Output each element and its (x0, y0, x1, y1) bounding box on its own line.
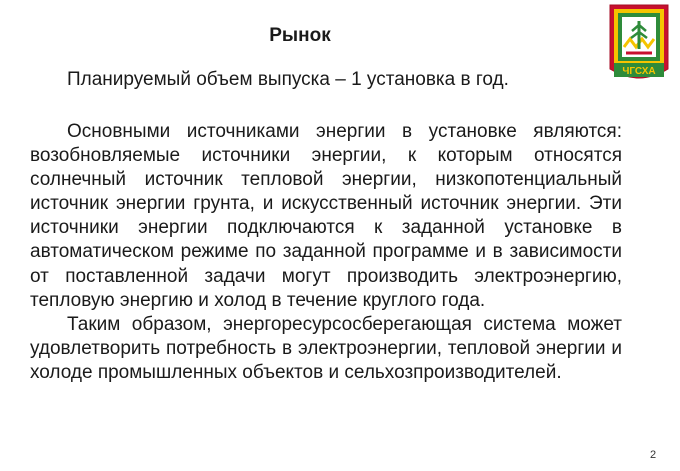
paragraph-2: Таким образом, энергоресурсосберегающая система может удовлетворить потребность в электроэнергии, тепловой энергии и холоде промышленных объектов и сельхозпроизводителей. (30, 313, 622, 383)
slide-title: Рынок (269, 25, 331, 46)
page-number: 2 (650, 449, 657, 461)
logo-text: ЧГСХА (622, 66, 656, 77)
body-text (30, 120, 622, 385)
intro-line: Планируемый объем выпуска – 1 установка в год. (67, 69, 509, 90)
paragraph-1: Основными источниками энергии в установке являются: возобновляемые источники энергии, к которым относятся солнечный источник тепловой энергии, низкопотенциальный источник энергии грунта, и искусственный источник энергии. Эти источники энергии подключаются к заданной установке в автоматическом режиме по заданной программе и в зависимости от поставленной задачи могут производить электроэнергию, тепловую энергию и холод в течение круглого года. (30, 121, 622, 311)
